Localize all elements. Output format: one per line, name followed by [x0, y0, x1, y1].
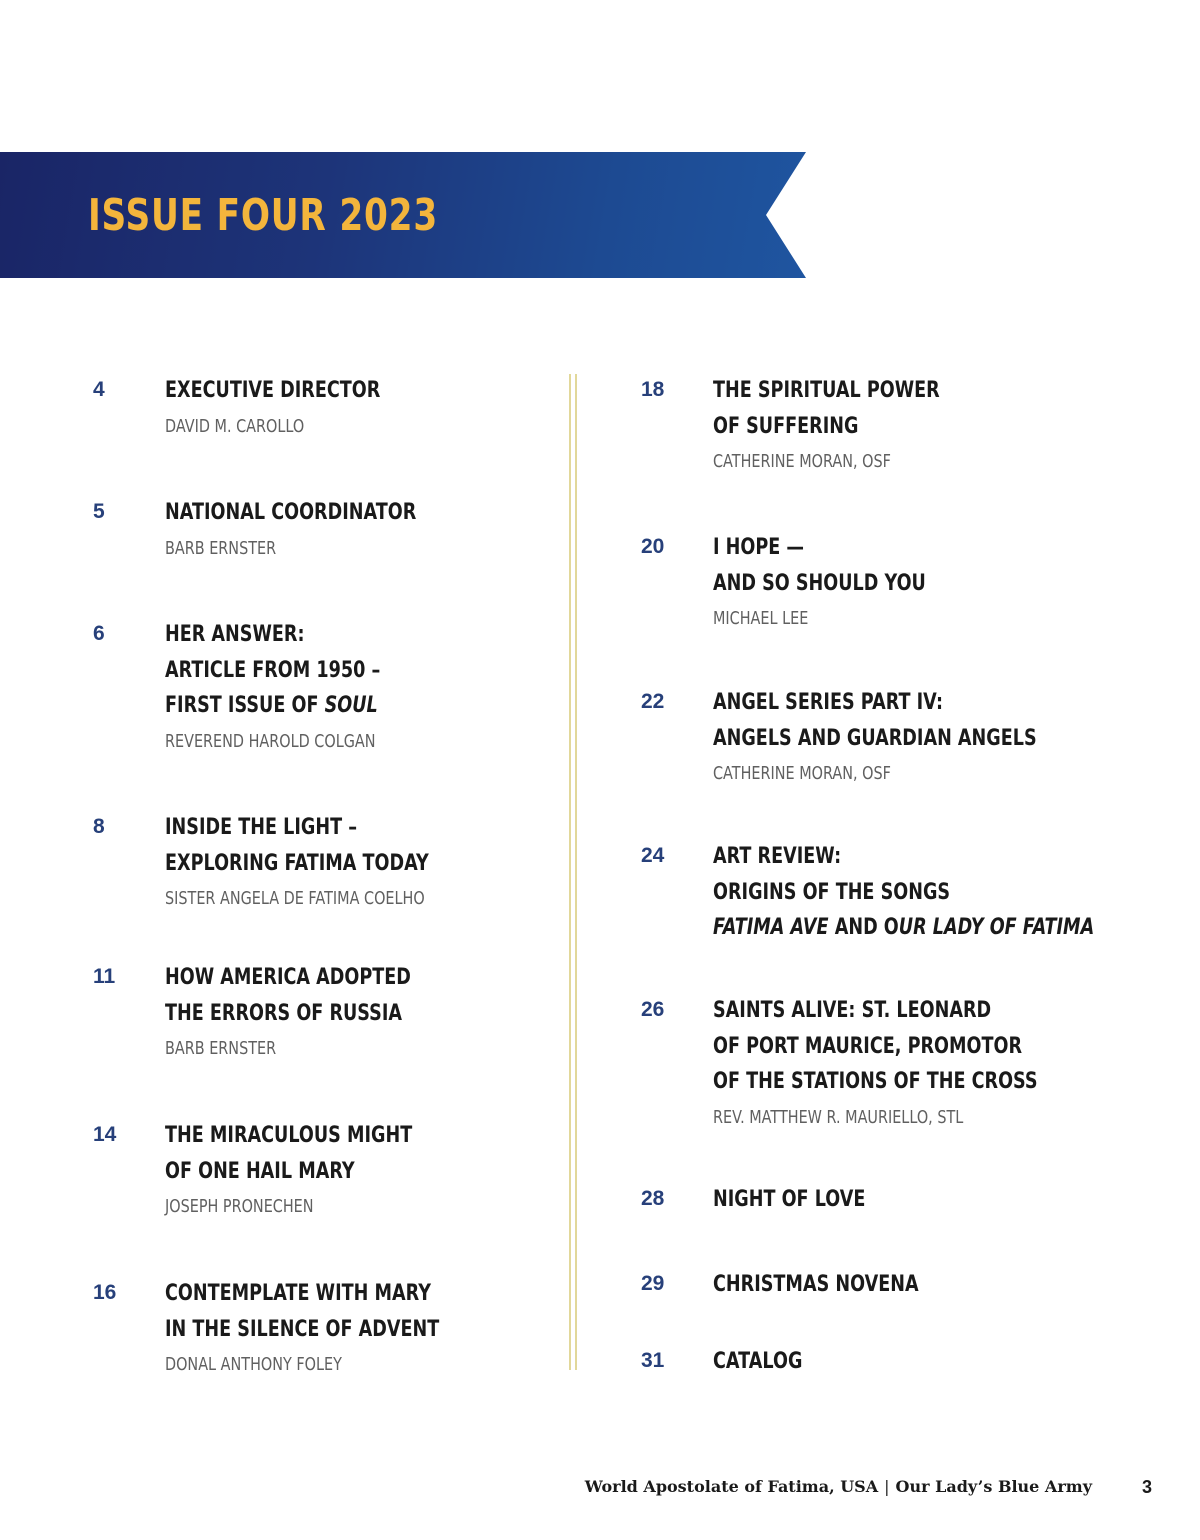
toc-page-number: 24 — [641, 844, 665, 867]
toc-title-italic: FATIMA AVE — [713, 915, 829, 940]
footer-separator: | — [884, 1477, 890, 1496]
toc-page-number: 22 — [641, 690, 665, 713]
toc-entry-body — [713, 685, 1118, 790]
toc-author: CATHERINE MORAN, OSF — [713, 451, 891, 472]
column-divider — [569, 374, 577, 1370]
toc-entry-body — [713, 1182, 904, 1218]
toc-title-line: HER ANSWER: — [165, 622, 305, 647]
toc-title-line: AND SO SHOULD YOU — [713, 570, 926, 596]
toc-title-line: ART REVIEW: — [713, 844, 842, 869]
toc-page-number: 31 — [641, 1349, 665, 1372]
toc-entry-body — [713, 1267, 970, 1303]
toc-author: BARB ERNSTER — [165, 1038, 277, 1059]
toc-title-line: OF THE STATIONS OF THE CROSS — [713, 1069, 1038, 1094]
toc-title-line: ORIGINS OF THE SONGS — [713, 879, 951, 905]
toc-title-italic: SOUL — [324, 693, 378, 718]
toc-title-line: EXPLORING FATIMA TODAY — [165, 850, 429, 876]
toc-page-number: 4 — [93, 378, 105, 401]
toc-title-line: ARTICLE FROM 1950 – — [165, 657, 381, 683]
toc-page-number: 6 — [93, 622, 105, 645]
toc-entry-body — [165, 1276, 508, 1381]
toc-title-line: NATIONAL COORDINATOR — [165, 500, 417, 525]
toc-author: JOSEPH PRONECHEN — [165, 1196, 314, 1217]
footer-publication — [585, 1474, 1092, 1500]
toc-page-number: 29 — [641, 1272, 665, 1295]
toc-title-line: SAINTS ALIVE: ST. LEONARD — [713, 998, 992, 1023]
toc-page-number: 26 — [641, 998, 665, 1021]
toc-title-line: HOW AMERICA ADOPTED — [165, 965, 411, 990]
toc-title-line: THE ERRORS OF RUSSIA — [165, 1000, 403, 1026]
toc-page-number: 14 — [93, 1123, 117, 1146]
toc-title-line: OF PORT MAURICE, PROMOTOR — [713, 1033, 1023, 1059]
footer-org: World Apostolate of Fatima, USA — [584, 1477, 879, 1496]
toc-entry-body — [713, 530, 979, 635]
toc-author: DONAL ANTHONY FOLEY — [165, 1354, 342, 1375]
toc-entry-body — [713, 839, 1190, 946]
toc-page-number: 16 — [93, 1281, 117, 1304]
toc-author: DAVID M. CAROLLO — [165, 415, 305, 437]
toc-author: REVEREND HAROLD COLGAN — [165, 730, 376, 752]
footer-page-number: 3 — [1141, 1477, 1152, 1497]
toc-entry-body — [165, 617, 434, 758]
toc-title-line: NIGHT OF LOVE — [713, 1187, 866, 1212]
toc-title-line — [165, 688, 380, 724]
toc-title-line: CONTEMPLATE WITH MARY — [165, 1281, 431, 1306]
toc-title-line: THE SPIRITUAL POWER — [713, 378, 940, 403]
toc-entry-body — [713, 1344, 825, 1380]
toc-title-line: INSIDE THE LIGHT – — [165, 815, 358, 840]
toc-page-number: 8 — [93, 815, 105, 838]
toc-author: CATHERINE MORAN, OSF — [713, 763, 891, 784]
toc-title-line: CHRISTMAS NOVENA — [713, 1272, 919, 1297]
toc-entry-body — [713, 373, 996, 478]
toc-title-line: ANGEL SERIES PART IV: — [713, 690, 944, 715]
toc-author: MICHAEL LEE — [713, 608, 809, 629]
toc-title-line: THE MIRACULOUS MIGHT — [165, 1123, 413, 1148]
toc-page-number: 5 — [93, 500, 105, 523]
toc-author: BARB ERNSTER — [165, 537, 277, 559]
toc-title-line: OF ONE HAIL MARY — [165, 1158, 355, 1184]
toc-page-number: 11 — [93, 965, 116, 988]
toc-page-number: 20 — [641, 535, 665, 558]
toc-page-number: 18 — [641, 378, 665, 401]
toc-entry-body — [165, 1118, 474, 1223]
toc-title-line: CATALOG — [713, 1349, 803, 1374]
toc-title-line: IN THE SILENCE OF ADVENT — [165, 1316, 440, 1342]
toc-author: REV. MATTHEW R. MAURIELLO, STL — [713, 1106, 964, 1128]
toc-entry-body — [713, 993, 1119, 1134]
toc-entry-body — [165, 960, 472, 1065]
toc-title-text: FIRST ISSUE OF — [165, 693, 325, 718]
toc-entry-body — [165, 373, 434, 443]
toc-entry-body — [165, 495, 479, 565]
toc-page-number: 28 — [641, 1187, 665, 1210]
toc-title-line: OF SUFFERING — [713, 413, 859, 439]
toc-author: SISTER ANGELA DE FATIMA COELHO — [165, 888, 425, 909]
footer-subtitle: Our Lady’s Blue Army — [895, 1477, 1092, 1496]
toc-title-line: EXECUTIVE DIRECTOR — [165, 378, 381, 403]
toc-title-italic: UR LADY OF FATIMA — [898, 915, 1095, 940]
toc-title-line — [713, 910, 1094, 946]
toc-title-text: AND O — [828, 915, 899, 940]
toc-entry-body — [165, 810, 495, 915]
toc-title-line: I HOPE — — [713, 535, 805, 560]
issue-title: ISSUE FOUR 2023 — [88, 190, 439, 241]
toc-title-line: ANGELS AND GUARDIAN ANGELS — [713, 725, 1037, 751]
